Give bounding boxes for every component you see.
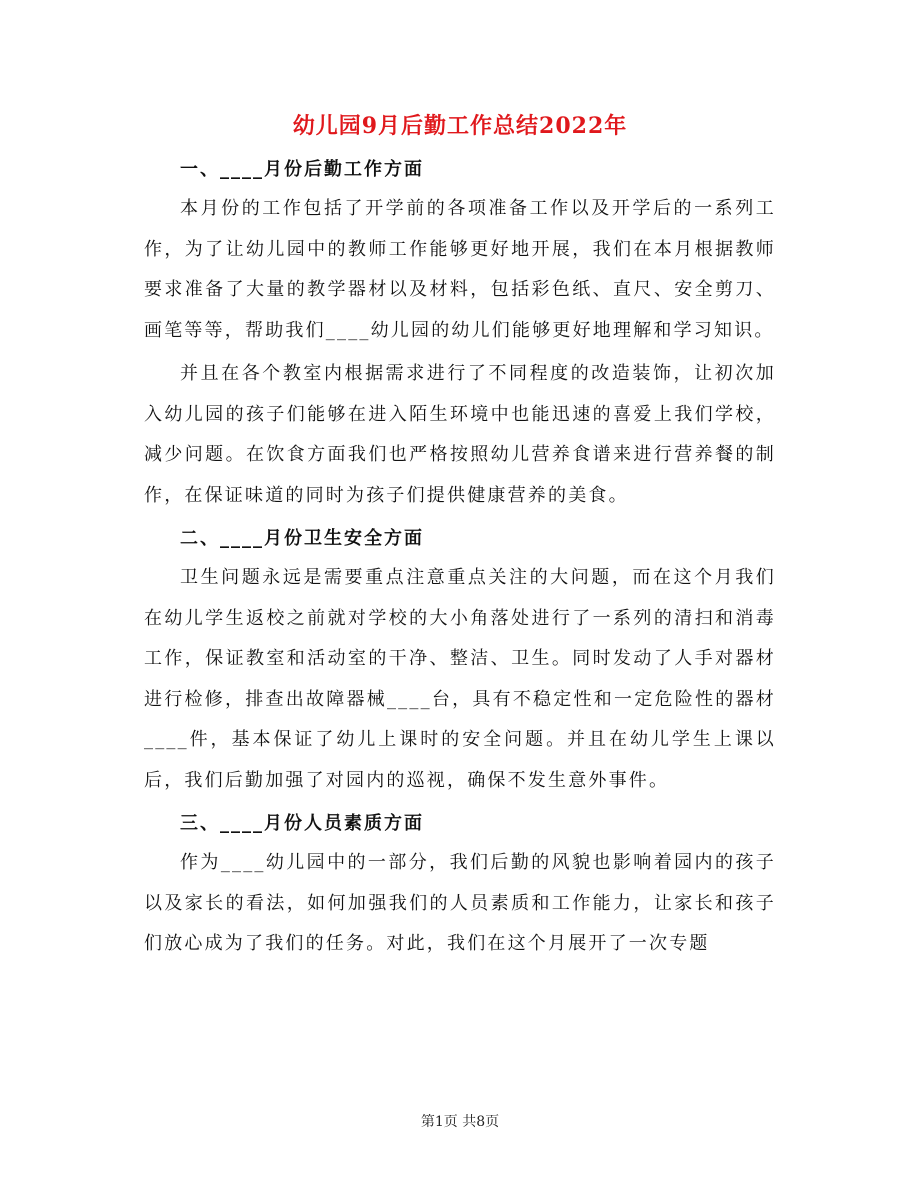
- section-1: [144, 150, 776, 516]
- section-heading: 一、____月份后勤工作方面: [180, 159, 424, 180]
- section-2: [144, 519, 776, 801]
- paragraph: 卫生问题永远是需要重点注意重点关注的大问题，而在这个月我们在幼儿学生返校之前就对学校的大小角落处进行了一系列的清扫和消毒工作，保证教室和活动室的干净、整洁、卫生。同时发动了人手对器材进行检修，排查出故障器械____台，具有不稳定性和一定危险性的器材____件，基本保证了幼儿上课时的安全问题。并且在幼儿学生上课以后，我们后勤加强了对园内的巡视，确保不发生意外事件。: [144, 567, 776, 791]
- section-heading: 三、____月份人员素质方面: [180, 813, 424, 834]
- section-heading: 二、____月份卫生安全方面: [180, 528, 424, 549]
- document-body: [144, 150, 776, 965]
- paragraph: 本月份的工作包括了开学前的各项准备工作以及开学后的一系列工作，为了让幼儿园中的教师工作能够更好地开展，我们在本月根据教师要求准备了大量的教学器材以及材料，包括彩色纸、直尺、安全剪刀、画笔等等，帮助我们____幼儿园的幼儿们能够更好地理解和学习知识。: [144, 198, 776, 341]
- paragraph: 作为____幼儿园中的一部分，我们后勤的风貌也影响着园内的孩子以及家长的看法，如何加强我们的人员素质和工作能力，让家长和孩子们放心成为了我们的任务。对此，我们在这个月展开了一次专题: [144, 852, 776, 954]
- page-footer: 第1页 共8页: [420, 1114, 500, 1130]
- section-3: [144, 804, 776, 965]
- document-title: 幼儿园9月后勤工作总结2022年: [292, 113, 628, 139]
- paragraph: 并且在各个教室内根据需求进行了不同程度的改造装饰，让初次加入幼儿园的孩子们能够在进入陌生环境中也能迅速的喜爱上我们学校，减少问题。在饮食方面我们也严格按照幼儿营养食谱来进行营养餐的制作，在保证味道的同时为孩子们提供健康营养的美食。: [144, 363, 776, 506]
